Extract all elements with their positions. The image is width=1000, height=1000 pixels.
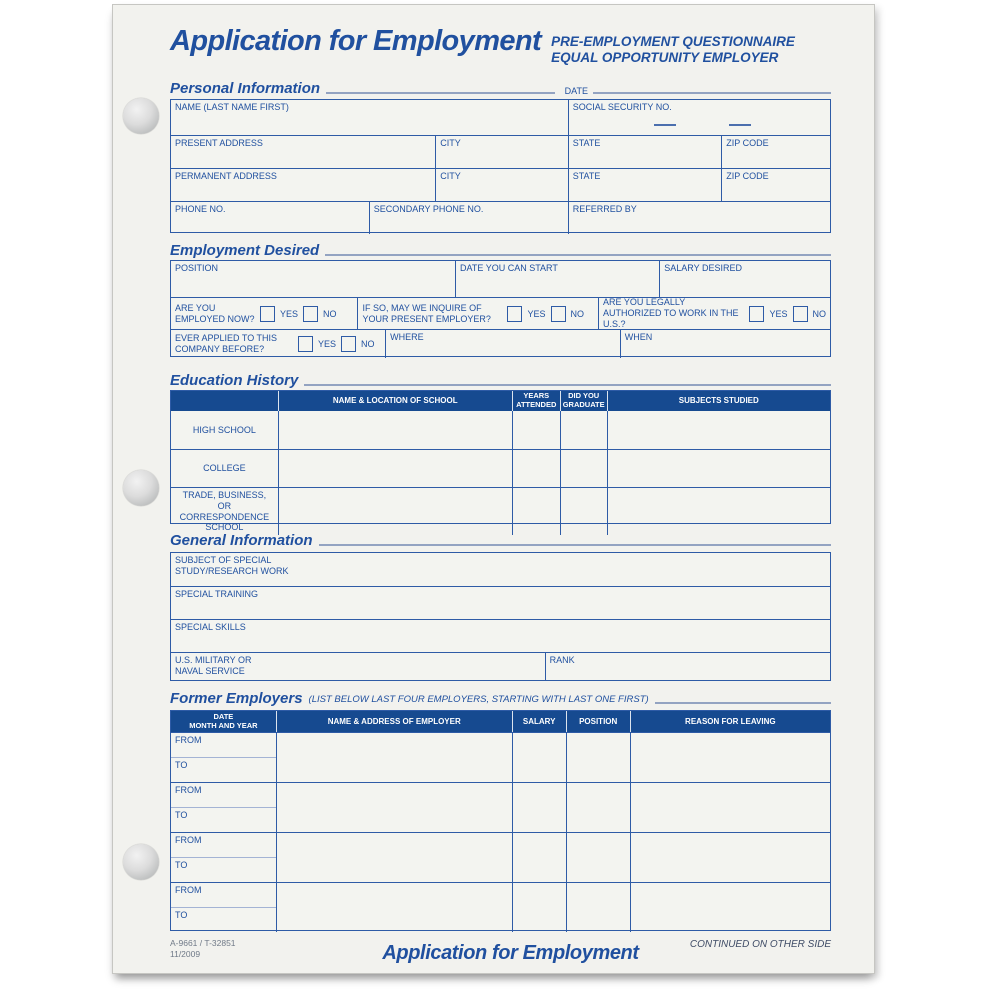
employer-2-position-cell[interactable]: [566, 783, 630, 832]
trade-school-subjects-cell[interactable]: [607, 488, 830, 535]
general-heading-text: General Information: [170, 532, 313, 549]
did-you-graduate-column-header: DID YOU GRADUATE: [560, 391, 607, 411]
rank-field[interactable]: [545, 653, 830, 680]
permanent-address-field[interactable]: [171, 169, 435, 201]
heading-rule: [325, 254, 831, 256]
ssn-separator-dash: [654, 124, 676, 126]
date-can-start-field[interactable]: [455, 261, 659, 297]
college-subjects-cell[interactable]: [607, 450, 830, 487]
application-form-sheet: [112, 4, 875, 974]
employer-3-from-cell[interactable]: FROM: [175, 835, 202, 845]
employer-block-2: [171, 782, 830, 832]
form-title: Application for Employment: [170, 25, 542, 57]
high-school-name-cell[interactable]: [278, 411, 512, 449]
date-column-header: DATE MONTH AND YEAR: [189, 712, 258, 730]
applied-before-question: [171, 330, 385, 358]
employer-2-name-cell[interactable]: [276, 783, 512, 832]
employer-2-reason-cell[interactable]: [630, 783, 830, 832]
subjects-studied-column-header: SUBJECTS STUDIED: [607, 391, 830, 411]
school-column-header: NAME & LOCATION OF SCHOOL: [278, 391, 512, 411]
employer-2-to-cell[interactable]: TO: [171, 807, 276, 832]
employer-block-4: [171, 882, 830, 932]
when-label: WHEN: [624, 332, 653, 342]
state-field[interactable]: [568, 136, 722, 168]
education-section-heading: [170, 371, 831, 389]
form-header: [170, 25, 831, 66]
employer-3-reason-cell[interactable]: [630, 833, 830, 882]
employer-block-3: [171, 832, 830, 882]
punch-hole-middle: [123, 470, 159, 506]
zip-field[interactable]: [721, 136, 830, 168]
high-school-subjects-cell[interactable]: [607, 411, 830, 449]
no-label: NO: [323, 308, 337, 319]
employer-block-1: [171, 732, 830, 782]
college-name-cell[interactable]: [278, 450, 512, 487]
employer-1-to-cell[interactable]: TO: [171, 757, 276, 782]
employer-4-position-cell[interactable]: [566, 883, 630, 932]
applied-before-no-checkbox[interactable]: [341, 336, 356, 352]
may-inquire-yes-checkbox[interactable]: [507, 306, 522, 322]
no-label: NO: [812, 308, 826, 319]
personal-section-heading: [170, 79, 831, 97]
special-skills-field[interactable]: [171, 620, 830, 652]
state-label: STATE: [572, 171, 601, 181]
form-subtitle: [551, 34, 795, 66]
secondary-phone-field[interactable]: [369, 202, 568, 234]
general-section-heading: [170, 531, 831, 549]
employer-4-dates: [171, 883, 276, 932]
employment-desired-table: [170, 260, 831, 357]
special-study-label: SUBJECT OF SPECIAL STUDY/RESEARCH WORK: [175, 555, 289, 576]
heading-rule: [319, 544, 831, 546]
former-employers-header-bar: [171, 711, 830, 732]
yes-label: YES: [769, 308, 788, 319]
salary-desired-field[interactable]: [659, 261, 830, 297]
form-revision-date: 11/2009: [170, 949, 201, 960]
employment-heading-text: Employment Desired: [170, 242, 320, 259]
ssn-label: SOCIAL SECURITY NO.: [572, 102, 672, 112]
no-label: NO: [361, 339, 375, 349]
may-inquire-question: [357, 298, 598, 329]
employer-3-dates: [171, 833, 276, 882]
employer-4-reason-cell[interactable]: [630, 883, 830, 932]
years-attended-column-header: YEARS ATTENDED: [512, 391, 560, 411]
employer-3-name-cell[interactable]: [276, 833, 512, 882]
former-employers-note: (LIST BELOW LAST FOUR EMPLOYERS, STARTING WITH LAST ONE FIRST): [308, 694, 649, 705]
present-address-field[interactable]: [171, 136, 435, 168]
employer-4-name-cell[interactable]: [276, 883, 512, 932]
zip-label: ZIP CODE: [726, 138, 769, 148]
authorized-yes-checkbox[interactable]: [749, 306, 764, 322]
employer-2-salary-cell[interactable]: [512, 783, 566, 832]
college-row-label: COLLEGE: [203, 463, 246, 474]
trade-school-years-cell[interactable]: [512, 488, 560, 535]
name-field[interactable]: [171, 100, 568, 135]
personal-info-table: [170, 99, 831, 233]
high-school-years-cell[interactable]: [512, 411, 560, 449]
footer-title: Application for Employment: [382, 942, 639, 964]
city-field[interactable]: [435, 136, 567, 168]
trade-school-name-cell[interactable]: [278, 488, 512, 535]
present-address-label: PRESENT ADDRESS: [175, 138, 263, 148]
city-label: CITY: [440, 138, 461, 148]
employer-3-position-cell[interactable]: [566, 833, 630, 882]
yes-label: YES: [280, 308, 299, 319]
education-header-empty: [171, 391, 278, 411]
salary-column-header: SALARY: [512, 711, 566, 732]
salary-desired-label: SALARY DESIRED: [664, 263, 742, 273]
special-training-field[interactable]: [171, 587, 830, 619]
employer-1-reason-cell[interactable]: [630, 733, 830, 782]
may-inquire-no-checkbox[interactable]: [551, 306, 566, 322]
employer-4-to-cell[interactable]: TO: [171, 907, 276, 932]
form-content: [170, 5, 831, 973]
where-label: WHERE: [390, 332, 424, 342]
state-field-2[interactable]: [568, 169, 722, 201]
reason-column-header: REASON FOR LEAVING: [630, 711, 830, 732]
position-label: POSITION: [175, 263, 219, 273]
special-training-label: SPECIAL TRAINING: [175, 589, 259, 599]
secondary-phone-label: SECONDARY PHONE NO.: [373, 204, 484, 214]
personal-heading-text: Personal Information: [170, 80, 321, 97]
employer-3-to-cell[interactable]: TO: [171, 857, 276, 882]
date-fill-line[interactable]: [593, 92, 831, 94]
education-header-bar: [171, 391, 830, 411]
yes-label: YES: [527, 308, 546, 319]
date-label: DATE: [564, 86, 588, 96]
name-label: NAME (LAST NAME FIRST): [175, 102, 289, 112]
zip-field-2[interactable]: [721, 169, 830, 201]
employer-2-from-cell[interactable]: FROM: [175, 785, 202, 795]
applied-before-label: EVER APPLIED TO THIS COMPANY BEFORE?: [175, 333, 278, 354]
military-service-field[interactable]: [171, 653, 545, 680]
form-code: A-9661 / T-32851: [170, 938, 236, 948]
no-label: NO: [570, 308, 584, 319]
employed-now-no-checkbox[interactable]: [303, 306, 318, 322]
employed-now-yes-checkbox[interactable]: [260, 306, 275, 322]
state-label: STATE: [572, 138, 601, 148]
position-column-header: POSITION: [566, 711, 630, 732]
employer-1-position-cell[interactable]: [566, 733, 630, 782]
former-employers-heading-text: Former Employers: [170, 690, 303, 707]
education-history-table: [170, 390, 831, 533]
employer-1-name-cell[interactable]: [276, 733, 512, 782]
college-graduate-cell[interactable]: [560, 450, 607, 487]
high-school-graduate-cell[interactable]: [560, 411, 607, 449]
legally-authorized-label: ARE YOU LEGALLY AUTHORIZED TO WORK IN THE U.S.?: [603, 297, 739, 329]
where-field[interactable]: [385, 330, 620, 358]
employer-2-dates: [171, 783, 276, 832]
authorized-no-checkbox[interactable]: [793, 306, 808, 322]
position-field[interactable]: [171, 261, 455, 297]
date-can-start-label: DATE YOU CAN START: [460, 263, 558, 273]
phone-field[interactable]: [171, 202, 369, 234]
education-heading-text: Education History: [170, 372, 299, 389]
legally-authorized-question: [598, 298, 830, 329]
employment-section-heading: [170, 241, 831, 259]
heading-rule: [655, 702, 831, 704]
referred-by-field[interactable]: [568, 202, 830, 234]
referred-by-label: REFERRED BY: [572, 204, 637, 214]
ssn-field[interactable]: [568, 100, 830, 135]
yes-label: YES: [318, 339, 337, 349]
special-study-field[interactable]: [171, 553, 830, 586]
general-information-table: [170, 552, 831, 681]
subtitle-line-1: PRE-EMPLOYMENT QUESTIONNAIRE: [551, 34, 795, 49]
form-footer: [170, 934, 831, 965]
trade-school-row-label: TRADE, BUSINESS, OR CORRESPONDENCE SCHOOL: [179, 490, 270, 533]
subtitle-line-2: EQUAL OPPORTUNITY EMPLOYER: [551, 50, 779, 66]
punch-hole-top: [123, 98, 159, 134]
high-school-row-label: HIGH SCHOOL: [192, 424, 256, 435]
special-skills-label: SPECIAL SKILLS: [175, 622, 246, 632]
phone-label: PHONE NO.: [175, 204, 226, 214]
may-inquire-label: IF SO, MAY WE INQUIRE OF YOUR PRESENT EMPLOYER?: [362, 302, 491, 324]
employer-1-salary-cell[interactable]: [512, 733, 566, 782]
former-employers-table: [170, 710, 831, 931]
zip-label: ZIP CODE: [726, 171, 769, 181]
city-field-2[interactable]: [435, 169, 567, 201]
trade-school-graduate-cell[interactable]: [560, 488, 607, 535]
employer-1-from-cell[interactable]: FROM: [175, 735, 202, 745]
employer-column-header: NAME & ADDRESS OF EMPLOYER: [276, 711, 512, 732]
city-label: CITY: [440, 171, 461, 181]
footer-codes: [170, 938, 360, 960]
employer-3-salary-cell[interactable]: [512, 833, 566, 882]
ssn-separator-dash: [729, 124, 751, 126]
heading-rule: [326, 92, 555, 94]
heading-rule: [304, 384, 831, 386]
college-years-cell[interactable]: [512, 450, 560, 487]
rank-label: RANK: [549, 655, 575, 665]
former-employers-section-heading: [170, 689, 831, 707]
employed-now-question: [171, 298, 357, 329]
employed-now-label: ARE YOU EMPLOYED NOW?: [175, 302, 255, 324]
employer-4-salary-cell[interactable]: [512, 883, 566, 932]
employer-1-dates: [171, 733, 276, 782]
permanent-address-label: PERMANENT ADDRESS: [175, 171, 277, 181]
applied-before-yes-checkbox[interactable]: [298, 336, 313, 352]
punch-hole-bottom: [123, 844, 159, 880]
when-field[interactable]: [620, 330, 830, 358]
military-service-label: U.S. MILITARY OR NAVAL SERVICE: [175, 655, 252, 676]
continued-on-other-side: CONTINUED ON OTHER SIDE: [689, 939, 831, 950]
employer-4-from-cell[interactable]: FROM: [175, 885, 202, 895]
